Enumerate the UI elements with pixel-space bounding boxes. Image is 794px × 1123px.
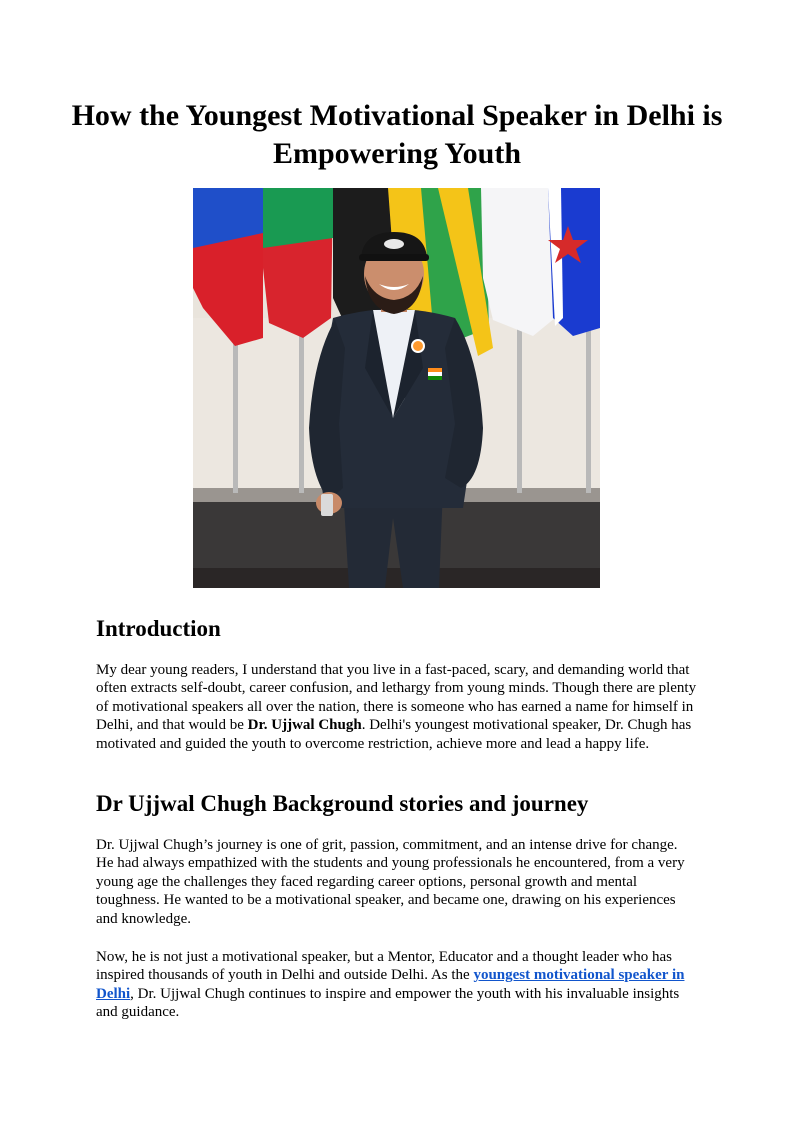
background-paragraph-2	[96, 948, 698, 1022]
background-text-end: , Dr. Ujjwal Chugh continues to inspire and empower the youth with his invaluable insights and guidance.	[96, 985, 680, 1021]
page-title: How the Youngest Motivational Speaker in Delhi is Empowering Youth	[71, 99, 723, 170]
background-text-start: Now, he is not just a motivational speaker, but a Mentor, Educator and a thought leader who has inspired thousands of youth in Delhi and outside Delhi. As the	[96, 949, 673, 984]
section-heading-background: Dr Ujjwal Chugh Background stories and journey	[96, 791, 589, 816]
speaker-photo	[193, 188, 600, 588]
intro-bold-name: Dr. Ujjwal Chugh	[247, 717, 362, 734]
youngest-speaker-link[interactable]: youngest motivational speaker in Delhi	[96, 967, 685, 1002]
intro-text-start: My dear young readers, I understand that you live in a fast-paced, scary, and demanding world that often extracts self-doubt, career confusion, and lethargy from young minds. Though there are plenty of motivational speakers all over the nation, there is someone who has earned a name for himself in Delhi, and that would be	[96, 662, 697, 734]
background-paragraph-1: Dr. Ujjwal Chugh’s journey is one of grit, passion, commitment, and an intense drive for change. He had always empathized with the students and young professionals he encountered, from a very young age the challenges they faced regarding career options, personal growth and mental toughness. He wanted to be a motivational speaker, and became one, drawing on his experiences and knowledge.	[96, 837, 685, 927]
intro-paragraph	[96, 661, 698, 753]
section-heading-introduction: Introduction	[96, 616, 221, 641]
intro-text-end: . Delhi's youngest motivational speaker, Dr. Chugh has motivated and guided the youth to overcome restriction, achieve more and lead a happy life.	[96, 717, 692, 752]
photo-illustration	[193, 188, 600, 588]
